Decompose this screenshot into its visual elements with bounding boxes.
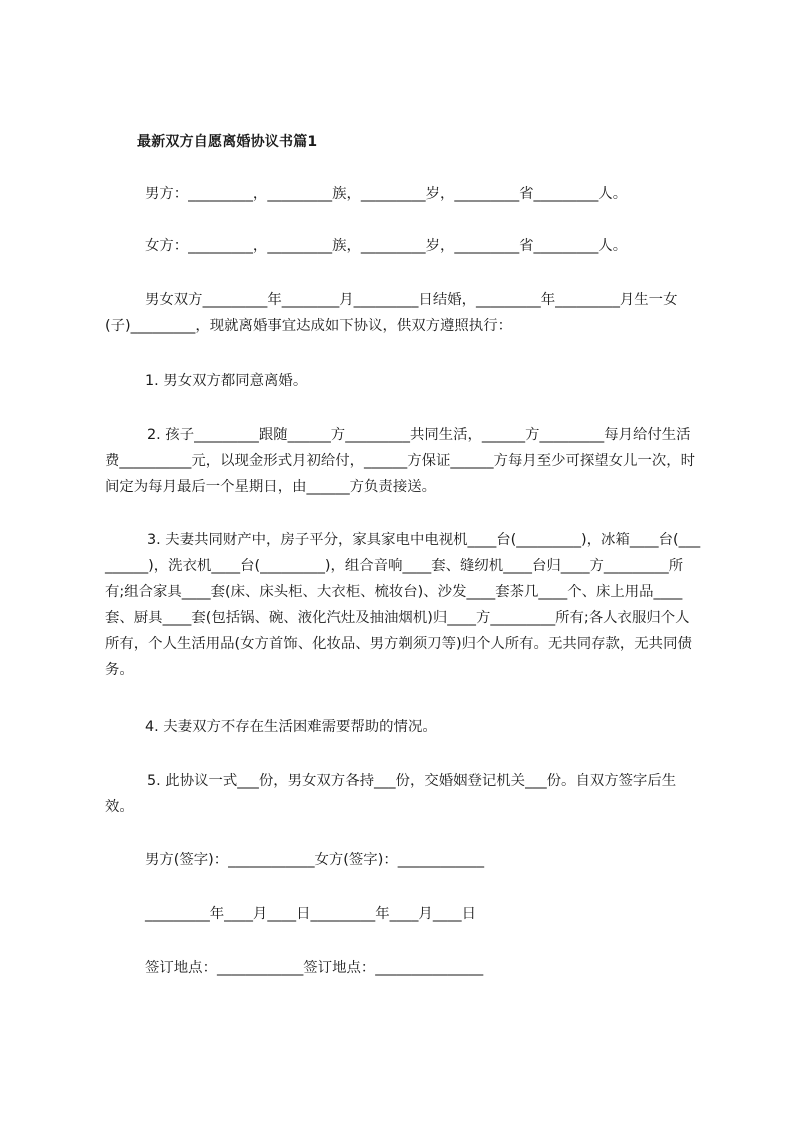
clause-5: 5. 此协议一式___份，男女双方各持___份，交婚姻登记机关___份。自双方签字后生效。: [105, 773, 677, 815]
clause-1: 1. 男女双方都同意离婚。: [145, 373, 308, 389]
clause-4: 4. 夫妻双方不存在生活困难需要帮助的情况。: [145, 719, 437, 735]
signature-line: 男方(签字)：____________女方(签字)：____________: [145, 852, 485, 868]
clause-2: 2. 孩子_________跟随______方_________共同生活，______方_________每月给付生活费__________元，以现金形式月初给付，______方保证______方每月至少可探望女儿一次，时间定为每月最后一个星期日，由______方负责接送。: [105, 427, 696, 495]
male-info-line: 男方：_________，_________族，_________岁，_________省_________人。: [145, 186, 628, 202]
page-title: 最新双方自愿离婚协议书篇1: [137, 134, 318, 150]
clause-3: 3. 夫妻共同财产中，房子平分，家具家电中电视机____台(_________)，冰箱____台(_________)，洗衣机____台(_________)，组合音响____套、缝纫机____台归____方_________所有;组合家具____套(床、床头柜、大衣柜、梳妆台)、沙发____套茶几____个、床上用品____套、厨具____套(包括锅、碗、液化汽灶及抽油烟机)归____方_________所有;各人衣服归个人所有，个人生活用品(女方首饰、化妆品、男方剃须刀等)归个人所有。无共同存款，无共同债务。: [105, 532, 701, 678]
intro-paragraph: 男女双方_________年________月_________日结婚，_________年_________月生一女(子)_________，现就离婚事宜达成如下协议，供双方遵照执行：: [105, 292, 678, 334]
signing-place-line: 签订地点：____________签订地点：_______________: [145, 960, 484, 976]
female-info-line: 女方：_________，_________族，_________岁，_________省_________人。: [145, 238, 628, 254]
date-line: _________年____月____日_________年____月____日: [145, 906, 476, 922]
